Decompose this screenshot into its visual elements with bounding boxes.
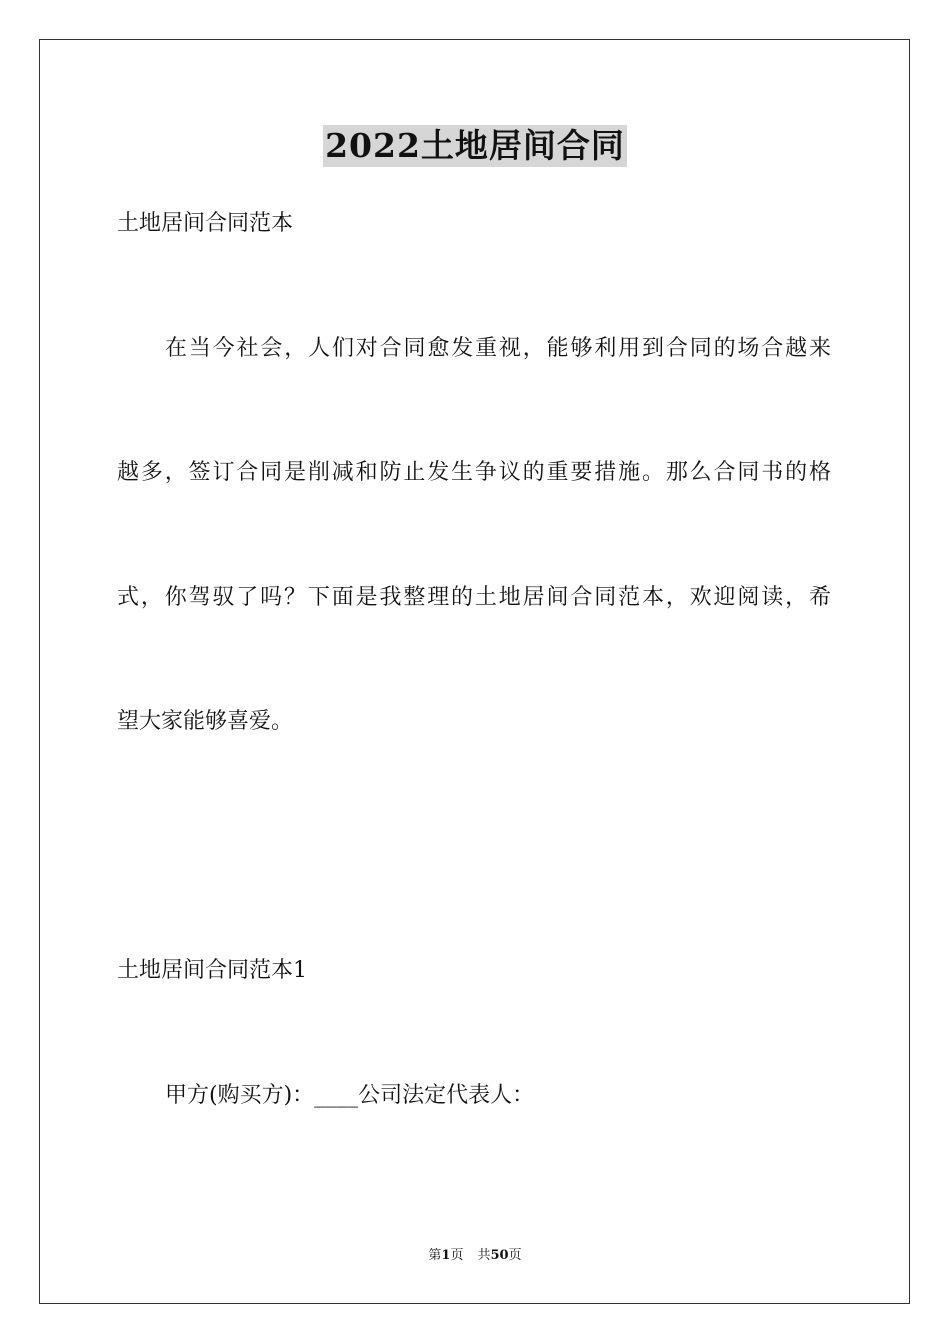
document-title: 2022土地居间合同 bbox=[325, 126, 625, 165]
intro-line-2: 越多，签订合同是削减和防止发生争议的重要措施。那么合同书的格 bbox=[117, 460, 831, 485]
intro-line-4: 望大家能够喜爱。 bbox=[117, 709, 294, 734]
intro-line-1: 在当今社会，人们对合同愈发重视，能够利用到合同的场合越来 bbox=[165, 336, 831, 361]
page-suffix: 页 bbox=[450, 1248, 464, 1263]
page-footer bbox=[0, 1247, 950, 1265]
total-prefix: 共 bbox=[477, 1248, 491, 1263]
total-suffix: 页 bbox=[508, 1248, 522, 1263]
page-prefix: 第 bbox=[428, 1248, 442, 1263]
page-number: 1 bbox=[441, 1248, 451, 1263]
document-subtitle: 土地居间合同范本 bbox=[117, 211, 294, 236]
title-wrap bbox=[0, 125, 950, 167]
intro-line-3: 式，你驾驭了吗？下面是我整理的土地居间合同范本，欢迎阅读，希 bbox=[117, 585, 831, 610]
total-pages: 50 bbox=[490, 1248, 509, 1263]
party-a-line: 甲方(购买方)：____公司法定代表人： bbox=[165, 1083, 535, 1108]
section-heading: 土地居间合同范本1 bbox=[117, 958, 307, 983]
